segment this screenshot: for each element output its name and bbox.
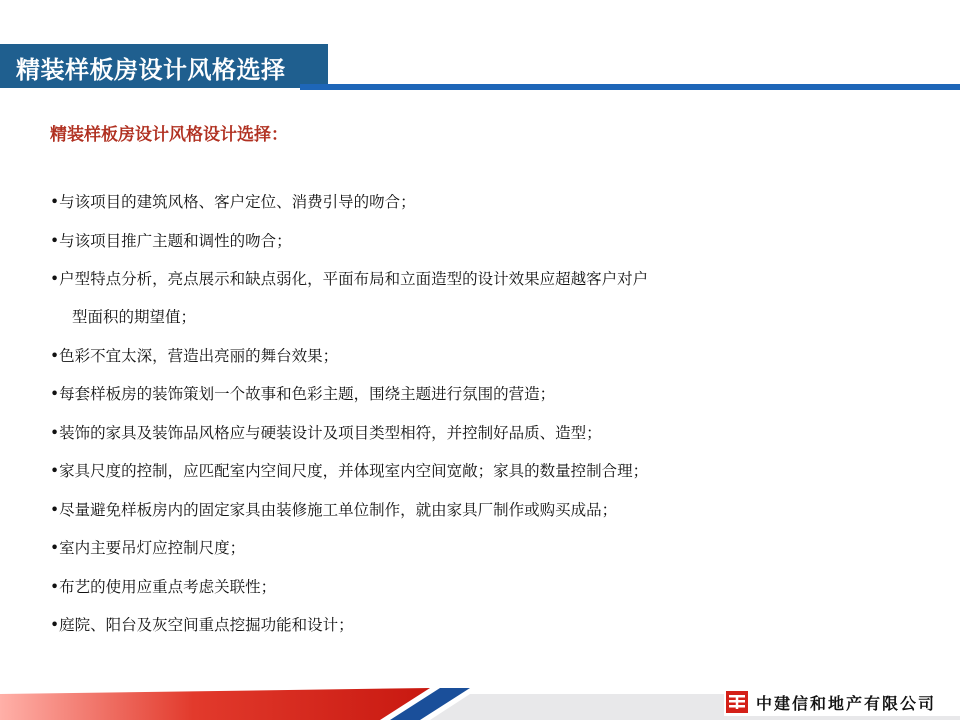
bullet-text: 尽量避免样板房内的固定家具由装修施工单位制作，就由家具厂制作或购买成品； (59, 500, 618, 519)
list-item (50, 578, 810, 597)
bullet-text: 室内主要吊灯应控制尺度； (59, 539, 246, 557)
bullet-text: 每套样板房的装饰策划一个故事和色彩主题，围绕主题进行氛围的营造； (59, 385, 556, 403)
section-subheading: 精装样板房设计风格设计选择： (50, 125, 288, 145)
bullet-text: 庭院、阳台及灰空间重点挖掘功能和设计； (59, 616, 354, 634)
bullet-mark: • (50, 193, 60, 211)
bullet-text: 与该项目推广主题和调性的吻合； (59, 231, 292, 250)
bullet-mark: • (50, 500, 60, 519)
bullet-mark: • (50, 616, 60, 634)
list-item (50, 462, 810, 481)
bullet-continuation: 型面积的期望值； (72, 308, 197, 326)
bullet-mark: • (50, 423, 60, 442)
list-item (50, 232, 810, 251)
bullet-text: 家具尺度的控制，应匹配室内空间尺度，并体现室内空间宽敞；家具的数量控制合理； (59, 462, 649, 480)
title-rule (300, 84, 960, 90)
bullet-mark: • (50, 346, 60, 365)
bullet-text: 布艺的使用应重点考虑关联性； (59, 577, 277, 596)
bullet-text: 色彩不宜太深，营造出亮丽的舞台效果； (59, 346, 339, 365)
list-item (50, 539, 810, 558)
list-item (50, 193, 810, 212)
company-logo (724, 688, 960, 716)
list-item (50, 501, 810, 520)
company-logo-icon (726, 691, 748, 713)
bullet-mark: • (50, 539, 60, 557)
list-item (50, 270, 810, 327)
list-item (50, 616, 810, 635)
list-item (50, 347, 810, 366)
bullet-mark: • (50, 385, 60, 403)
bullet-mark: • (50, 231, 60, 250)
bullet-text: 与该项目的建筑风格、客户定位、消费引导的吻合； (59, 193, 416, 211)
bullet-mark: • (50, 462, 60, 480)
company-name: 中建信和地产有限公司 (756, 693, 937, 713)
bullet-mark: • (50, 270, 60, 288)
bullet-list (50, 193, 810, 655)
bullet-text: 户型特点分析，亮点展示和缺点弱化，平面布局和立面造型的设计效果应超越客户对户 (59, 270, 649, 288)
bullet-mark: • (50, 577, 60, 596)
list-item (50, 424, 810, 443)
page-title: 精装样板房设计风格选择 (16, 56, 286, 84)
list-item (50, 385, 810, 404)
bullet-text: 装饰的家具及装饰品风格应与硬装设计及项目类型相符，并控制好品质、造型； (59, 423, 602, 442)
title-band (0, 44, 330, 88)
